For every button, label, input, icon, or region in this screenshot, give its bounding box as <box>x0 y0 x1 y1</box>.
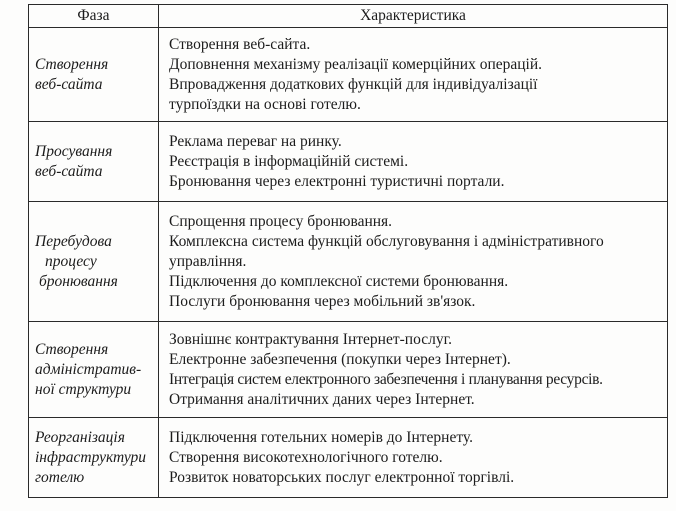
table-header-row <box>29 5 668 28</box>
characteristic-cell <box>159 202 668 322</box>
characteristic-item: Зовнішнє контрактування Інтернет-послуг. <box>169 330 453 348</box>
characteristic-item: Послуги бронювання через мобільний зв'язок. <box>169 292 476 310</box>
phase-cell <box>29 322 159 418</box>
phase-line: Реорганізація <box>35 428 125 446</box>
phase-cell <box>29 418 159 498</box>
header-phase: Фаза <box>29 5 159 28</box>
phases-table <box>28 4 668 498</box>
characteristic-item: Спрощення процесу бронювання. <box>169 212 393 230</box>
characteristic-item: Підключення до комплексної системи бронювання. <box>169 272 509 290</box>
table-row <box>29 28 668 122</box>
phase-line: веб-сайта <box>35 162 103 180</box>
characteristic-cell <box>159 122 668 202</box>
characteristic-cell <box>159 28 668 122</box>
characteristic-item: Впровадження додаткових функцій для індивідуалізації <box>169 75 538 93</box>
phase-cell <box>29 122 159 202</box>
phase-line: адміністратив- <box>35 360 142 378</box>
phase-line: Створення <box>35 55 109 73</box>
characteristic-item: Отримання аналітичних даних через Інтернет. <box>169 390 475 408</box>
phase-line: готелю <box>35 468 85 486</box>
table-row <box>29 418 668 498</box>
phase-line: процесу <box>45 252 97 270</box>
table-row <box>29 322 668 418</box>
characteristic-item: Комплексна система функцій обслуговування і адміністративного <box>169 232 604 250</box>
phase-cell <box>29 202 159 322</box>
phase-line: веб-сайта <box>35 75 103 93</box>
characteristic-cell <box>159 322 668 418</box>
phase-line: Створення <box>35 340 109 358</box>
phase-line: бронювання <box>39 272 118 290</box>
characteristic-item: Електронне забезпечення (покупки через Інтернет). <box>169 350 511 368</box>
characteristic-item: Реклама переваг на ринку. <box>169 132 342 150</box>
phase-cell <box>29 28 159 122</box>
table-row <box>29 122 668 202</box>
characteristic-item: Реєстрація в інформаційній системі. <box>169 152 409 170</box>
header-characteristic: Характеристика <box>159 5 668 28</box>
characteristic-item: турпоїздки на основі готелю. <box>169 95 361 113</box>
characteristic-item: Створення веб-сайта. <box>169 35 311 53</box>
characteristic-cell <box>159 418 668 498</box>
phase-line: ної структури <box>35 380 132 398</box>
characteristic-item: Інтеграція систем електронного забезпечення і планування ресурсів. <box>169 370 603 388</box>
characteristic-item: Бронювання через електронні туристичні портали. <box>169 172 505 190</box>
phase-line: Просування <box>35 142 113 160</box>
table-row <box>29 202 668 322</box>
characteristic-item: управління. <box>169 252 247 270</box>
phase-line: інфраструктури <box>35 448 147 466</box>
characteristic-item: Створення високотехнологічного готелю. <box>169 448 443 466</box>
characteristic-item: Розвиток новаторських послуг електронної торгівлі. <box>169 468 515 486</box>
phase-line: Перебудова <box>35 232 112 250</box>
characteristic-item: Доповнення механізму реалізації комерційних операцій. <box>169 55 543 73</box>
characteristic-item: Підключення готельних номерів до Інтернету. <box>169 428 473 446</box>
